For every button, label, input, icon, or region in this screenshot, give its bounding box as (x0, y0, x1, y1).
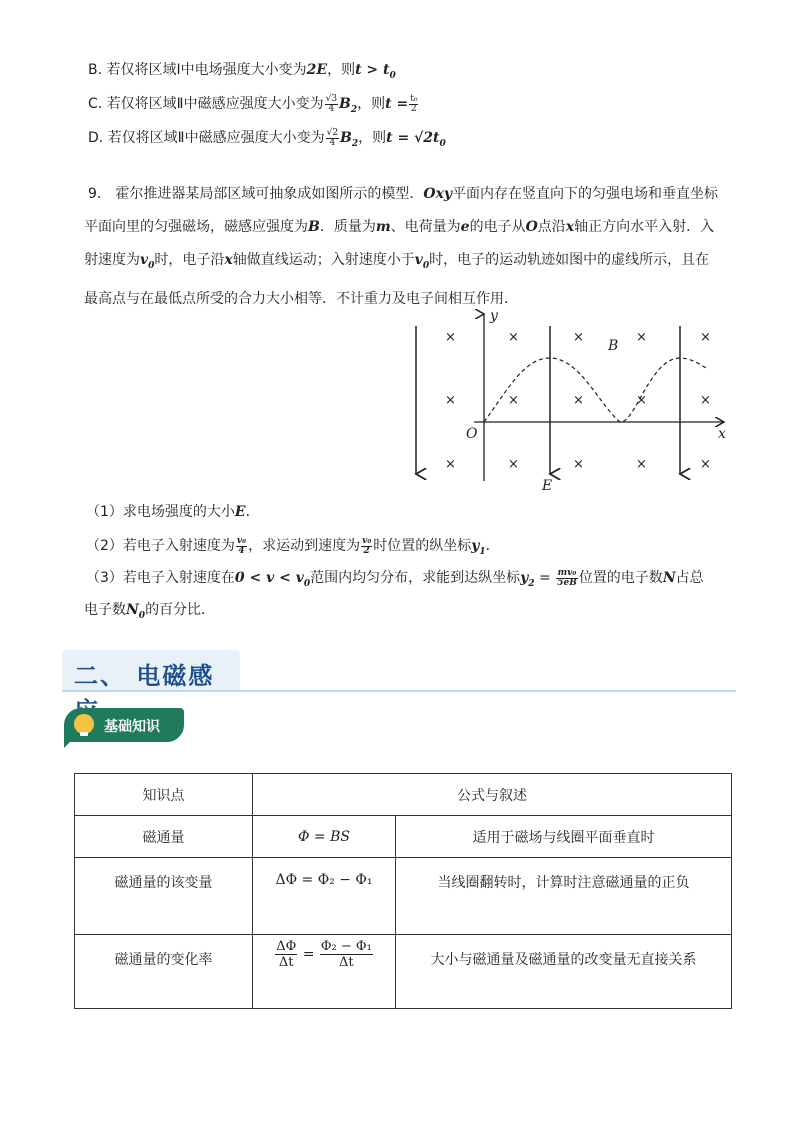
option-d-var: B (340, 130, 352, 146)
option-b (88, 60, 396, 86)
frac-num: v₀ (236, 535, 247, 546)
problem-math: m (375, 219, 391, 235)
question-3-frac (556, 569, 578, 588)
question-3 (86, 568, 704, 594)
question-math: N (662, 570, 676, 586)
problem-text: 射速度为 (84, 252, 140, 268)
option-d-var-sub: 2 (351, 138, 359, 149)
origin-label: O (466, 426, 478, 442)
problem-text: 平面内存在竖直向下的匀强电场和垂直坐标 (452, 186, 719, 202)
option-d-then: ，则 (358, 130, 387, 146)
problem-text: 的电子从 (469, 219, 526, 235)
field-diagram (400, 306, 740, 496)
problem-text: 轴做直线运动；入射速度小于 (232, 252, 415, 268)
row-desc: 大小与磁通量及磁通量的改变量无直接关系 (396, 935, 732, 1009)
row-formula: ΔΦ = Φ₂ − Φ₁ (253, 858, 396, 935)
option-c-var-sub: 2 (350, 104, 358, 115)
row-name: 磁通量的该变量 (75, 858, 253, 935)
option-c-var: B (339, 96, 351, 112)
row-formula (253, 935, 396, 1009)
y-axis-label: y (490, 308, 498, 324)
question-text: 时位置的纵坐标 (373, 538, 472, 554)
problem-text: 轴正方向水平入射．入 (574, 219, 715, 235)
cross-mark: × (508, 457, 519, 472)
option-c-fraction (325, 95, 338, 114)
question-sub: 2 (528, 578, 535, 589)
question-eq: = (534, 570, 556, 586)
question-text: 占总 (675, 570, 704, 586)
problem-math: B (308, 219, 320, 235)
option-d-sub: 0 (439, 138, 446, 149)
problem-text: 、电荷量为 (390, 219, 461, 235)
option-b-label: B. (88, 62, 103, 78)
question-text: 电子数 (84, 602, 126, 618)
question-math: 0 < v < v (234, 570, 304, 586)
row-formula: Φ = BS (253, 816, 396, 858)
option-d-text: 若仅将区域Ⅱ中磁感应强度大小变为 (107, 130, 325, 146)
problem-line-2 (84, 211, 732, 244)
option-d (88, 128, 446, 154)
frac-num: Φ₂ − Φ₁ (320, 939, 372, 954)
cross-mark: × (445, 393, 456, 408)
question-sub: 0 (138, 610, 146, 621)
option-c (88, 94, 419, 120)
option-d-frac-num: √2 (326, 127, 339, 138)
option-d-fraction (326, 129, 339, 148)
question-text: 范围内均匀分布，求能到达纵坐标 (310, 570, 521, 586)
question-1 (86, 502, 260, 522)
problem-9-statement (84, 178, 732, 316)
lightbulb-icon (74, 714, 94, 734)
question-sub: 0 (303, 578, 311, 589)
knowledge-table (74, 773, 732, 1009)
question-sub: 1 (479, 546, 486, 557)
problem-math: x (565, 219, 575, 235)
cross-mark: × (445, 457, 456, 472)
problem-math: Oxy (423, 186, 453, 202)
cross-mark: × (445, 330, 456, 345)
cross-mark: × (636, 457, 647, 472)
cross-mark: × (636, 393, 647, 408)
option-d-frac-den: 4 (329, 137, 336, 148)
option-c-result-num: t₀ (410, 93, 418, 104)
cross-mark: × (700, 393, 711, 408)
frac-num: mv₀ (557, 567, 577, 578)
problem-math: O (525, 219, 538, 235)
cross-mark: × (636, 330, 647, 345)
rate-frac-2 (320, 939, 373, 970)
option-c-frac-num: √3 (325, 93, 338, 104)
b-field-label: B (608, 338, 619, 354)
problem-text: 点沿 (537, 219, 566, 235)
question-text: ． (245, 504, 260, 520)
frac-den: 2 (363, 545, 370, 556)
cross-mark: × (508, 393, 519, 408)
question-text: 位置的电子数 (578, 570, 663, 586)
frac-num: v₀ (362, 535, 372, 546)
cross-mark: × (700, 330, 711, 345)
row-desc: 当线圈翻转时，计算时注意磁通量的正负 (396, 858, 732, 935)
frac-den: Δt (339, 955, 354, 970)
question-text: （1）求电场强度的大小 (86, 504, 235, 520)
question-math: y (520, 570, 529, 586)
cross-mark: × (700, 457, 711, 472)
frac-den: Δt (278, 955, 294, 970)
question-2-frac-1 (236, 537, 247, 556)
problem-sub: 0 (422, 260, 430, 271)
problem-text: 霍尔推进器某局部区域可抽象成如图所示的模型． (115, 186, 424, 202)
problem-math: x (224, 252, 233, 268)
problem-line-1 (84, 178, 732, 211)
option-c-label: C. (88, 96, 103, 112)
row-name: 磁通量 (75, 816, 253, 858)
problem-math: v (414, 252, 423, 268)
table-header-row (75, 774, 732, 816)
cross-mark: × (573, 330, 584, 345)
option-b-text: 若仅将区域Ⅰ中电场强度大小变为 (106, 62, 307, 78)
rate-eq: = (302, 946, 315, 963)
question-math: N (126, 602, 139, 618)
e-field-label: E (542, 478, 553, 494)
frac-den: 5eB (557, 577, 577, 588)
option-b-then: ，则 (327, 62, 356, 78)
question-2-frac-2 (361, 537, 372, 556)
problem-line-4: 最高点与在最低点所受的合力大小相等．不计重力及电子间相互作用． (84, 290, 518, 307)
problem-text: 时，电子的运动轨迹如图中的虚线所示，且在 (429, 252, 710, 268)
frac-num: ΔΦ (276, 939, 297, 954)
header-formula: 公式与叙述 (253, 774, 732, 816)
cross-mark: × (573, 457, 584, 472)
option-b-sub: 0 (389, 70, 396, 81)
problem-text: 平面向里的匀强磁场，磁感应强度为 (84, 219, 308, 235)
question-text: 的百分比． (145, 602, 216, 618)
problem-number: 9． (88, 186, 111, 202)
section-divider (62, 690, 736, 692)
cross-mark: × (573, 393, 584, 408)
row-name: 磁通量的变化率 (75, 935, 253, 1009)
option-d-label: D. (88, 130, 104, 146)
option-c-frac-den: 4 (328, 103, 335, 114)
question-2 (86, 536, 500, 562)
problem-sub: 0 (148, 260, 155, 271)
badge-label: 基础知识 (104, 719, 160, 735)
section-title: 二、 电磁感 (74, 662, 215, 690)
problem-text: 时，电子沿 (154, 252, 225, 268)
question-text: （3）若电子入射速度在 (86, 570, 235, 586)
question-math: E (234, 504, 246, 520)
x-axis-label: x (718, 426, 726, 442)
option-c-text: 若仅将区域Ⅱ中磁感应强度大小变为 (106, 96, 324, 112)
option-b-math: 2E (306, 62, 328, 78)
header-knowledge-point: 知识点 (75, 774, 253, 816)
question-3-cont (84, 600, 215, 626)
problem-text: ．质量为 (319, 219, 376, 235)
question-math: y (471, 538, 480, 554)
problem-math: v (140, 252, 149, 268)
option-c-result-lhs: t = (385, 96, 409, 112)
option-c-result-den: 2 (410, 103, 417, 114)
problem-math: e (460, 219, 470, 235)
option-d-result: t = √2t (386, 130, 440, 146)
question-text: （2）若电子入射速度为 (86, 538, 235, 554)
problem-line-3 (84, 244, 732, 283)
table-row (75, 935, 732, 1009)
question-text: ，求运动到速度为 (248, 538, 361, 554)
row-desc: 适用于磁场与线圈平面垂直时 (396, 816, 732, 858)
badge-tail (64, 738, 74, 748)
section-header (62, 650, 240, 690)
cross-mark: × (508, 330, 519, 345)
question-text: ． (485, 538, 500, 554)
table-row (75, 816, 732, 858)
frac-den: 4 (238, 545, 245, 556)
option-c-then: ，则 (357, 96, 386, 112)
rate-frac-1 (275, 939, 297, 970)
option-b-result: t > t (355, 62, 390, 78)
electron-trajectory (484, 358, 706, 422)
basic-knowledge-badge (64, 708, 184, 742)
table-row (75, 858, 732, 935)
option-c-result-frac (409, 95, 418, 114)
